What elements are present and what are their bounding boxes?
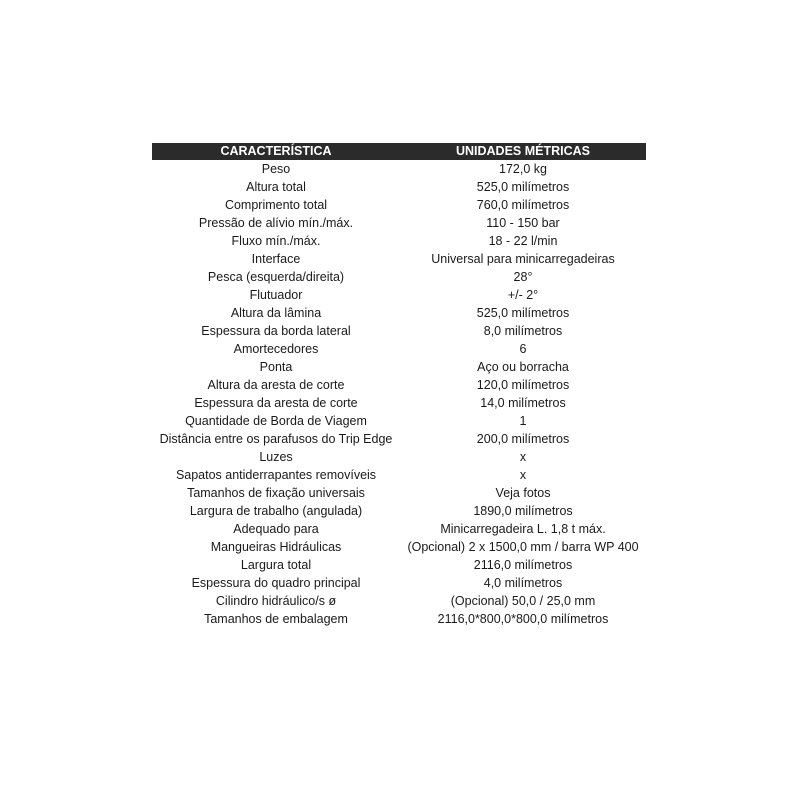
feature-cell: Peso (261, 162, 291, 176)
metric-value-cell: (Opcional) 50,0 / 25,0 mm (450, 594, 596, 608)
feature-cell: Ponta (259, 360, 293, 374)
feature-cell: Interface (251, 252, 301, 266)
table-row (152, 358, 646, 376)
table-row (152, 250, 646, 268)
feature-cell: Pressão de alívio mín./máx. (198, 216, 354, 230)
header-row (152, 143, 646, 160)
table-row (152, 448, 646, 466)
table-row (152, 556, 646, 574)
metric-value-cell: (Opcional) 2 x 1500,0 mm / barra WP 400 (407, 540, 639, 554)
metric-value-cell: 14,0 milímetros (480, 396, 566, 410)
metric-value-cell: 525,0 milímetros (476, 180, 570, 194)
feature-cell: Espessura da borda lateral (201, 324, 351, 338)
feature-cell: Espessura da aresta de corte (194, 396, 358, 410)
table-row (152, 592, 646, 610)
metric-value-cell: 1 (519, 414, 527, 428)
table-row (152, 484, 646, 502)
table-row (152, 538, 646, 556)
feature-cell: Tamanhos de embalagem (204, 612, 348, 626)
metric-value-cell: x (519, 468, 527, 482)
metric-value-cell: Veja fotos (495, 486, 551, 500)
spec-table (152, 143, 646, 628)
spec-table-body (152, 160, 646, 628)
table-row (152, 430, 646, 448)
feature-cell: Cilindro hidráulico/s ø (215, 594, 337, 608)
feature-cell: Altura da aresta de corte (207, 378, 345, 392)
metric-value-cell: 2116,0 milímetros (473, 558, 573, 572)
header-caracteristica: CARACTERÍSTICA (152, 143, 400, 160)
table-row (152, 574, 646, 592)
header-unidades-metricas: UNIDADES MÉTRICAS (400, 143, 646, 160)
metric-value-cell: 2116,0*800,0*800,0 milímetros (437, 612, 609, 626)
feature-cell: Distância entre os parafusos do Trip Edge (159, 432, 393, 446)
feature-cell: Largura de trabalho (angulada) (189, 504, 363, 518)
feature-cell: Comprimento total (224, 198, 328, 212)
table-row (152, 502, 646, 520)
feature-cell: Sapatos antiderrapantes removíveis (175, 468, 377, 482)
feature-cell: Tamanhos de fixação universais (187, 486, 365, 500)
table-row (152, 340, 646, 358)
metric-value-cell: 760,0 milímetros (476, 198, 570, 212)
feature-cell: Pesca (esquerda/direita) (207, 270, 345, 284)
metric-value-cell: +/- 2° (507, 288, 539, 302)
metric-value-cell: 110 - 150 bar (486, 216, 560, 230)
metric-value-cell: 172,0 kg (499, 162, 547, 176)
feature-cell: Amortecedores (233, 342, 319, 356)
table-row (152, 214, 646, 232)
metric-value-cell: 4,0 milímetros (483, 576, 563, 590)
metric-value-cell: 18 - 22 l/min (488, 234, 558, 248)
metric-value-cell: Aço ou borracha (477, 360, 569, 374)
feature-cell: Fluxo mín./máx. (231, 234, 321, 248)
metric-value-cell: 6 (519, 342, 527, 356)
feature-cell: Largura total (240, 558, 312, 572)
table-row (152, 232, 646, 250)
table-row (152, 160, 646, 178)
table-row (152, 178, 646, 196)
metric-value-cell: 525,0 milímetros (476, 306, 570, 320)
table-row (152, 304, 646, 322)
feature-cell: Mangueiras Hidráulicas (210, 540, 342, 554)
feature-cell: Luzes (259, 450, 293, 464)
metric-value-cell: 28° (513, 270, 533, 284)
table-row (152, 412, 646, 430)
feature-cell: Flutuador (249, 288, 303, 302)
table-row (152, 322, 646, 340)
table-row (152, 466, 646, 484)
metric-value-cell: Universal para minicarregadeiras (431, 252, 615, 266)
feature-cell: Altura total (246, 180, 306, 194)
metric-value-cell: 200,0 milímetros (476, 432, 570, 446)
metric-value-cell: 120,0 milímetros (476, 378, 570, 392)
table-row (152, 196, 646, 214)
table-row (152, 268, 646, 286)
table-row (152, 394, 646, 412)
table-row (152, 286, 646, 304)
table-row (152, 376, 646, 394)
metric-value-cell: Minicarregadeira L. 1,8 t máx. (440, 522, 606, 536)
metric-value-cell: x (519, 450, 527, 464)
feature-cell: Espessura do quadro principal (191, 576, 361, 590)
metric-value-cell: 1890,0 milímetros (473, 504, 573, 518)
table-row (152, 610, 646, 628)
spec-table-header (152, 143, 646, 160)
feature-cell: Adequado para (233, 522, 319, 536)
feature-cell: Altura da lâmina (230, 306, 322, 320)
feature-cell: Quantidade de Borda de Viagem (185, 414, 367, 428)
metric-value-cell: 8,0 milímetros (483, 324, 563, 338)
table-row (152, 520, 646, 538)
